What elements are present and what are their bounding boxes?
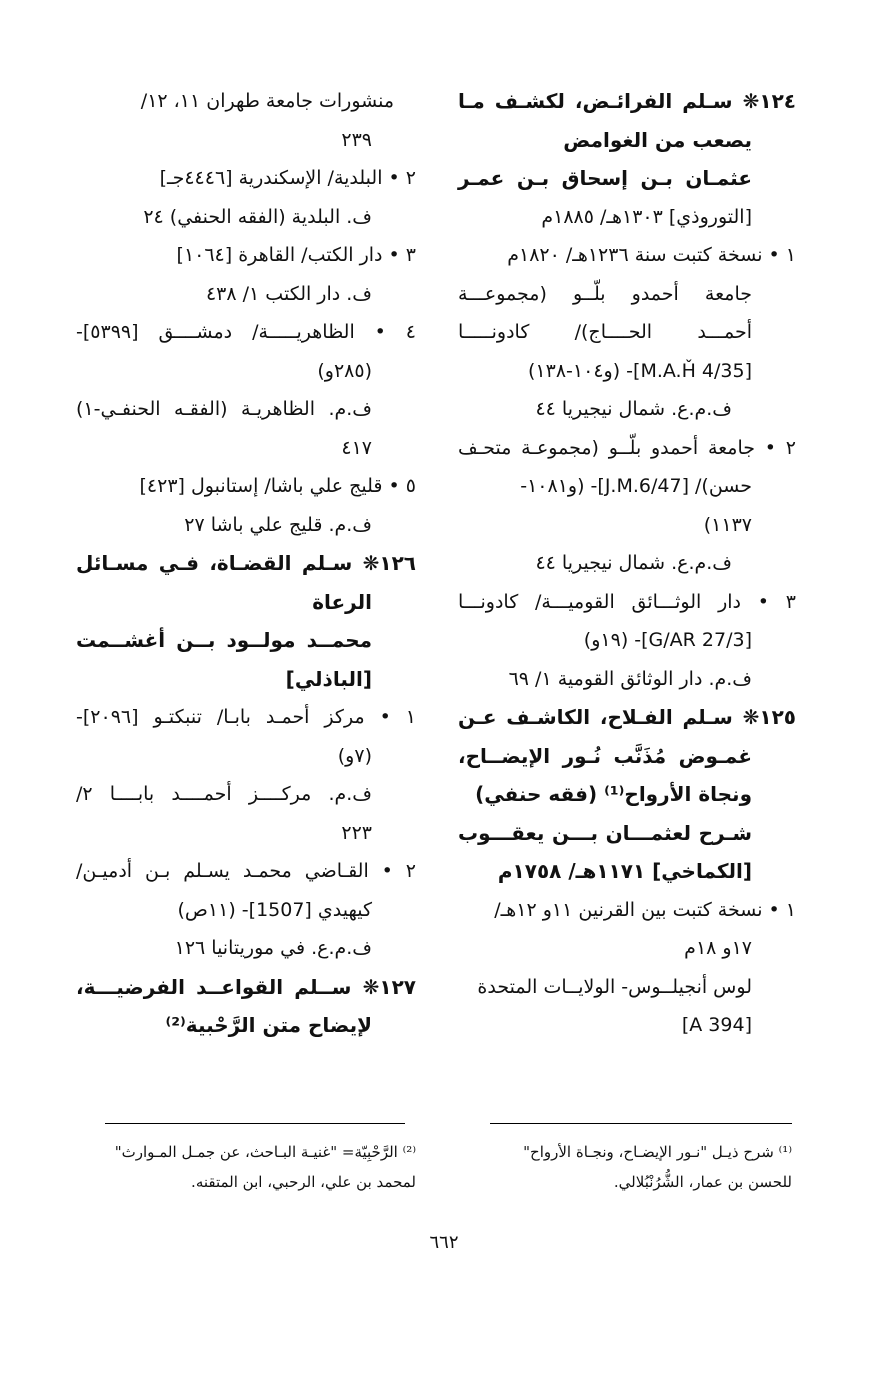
text-line: [A 394] — [681, 1014, 752, 1036]
text-line: ف.م.ع. شمال نيجيريا ٤٤ — [535, 552, 732, 574]
text-line: ٢ • البلدية/ الإسكندرية [٤٤٤٦جـ] — [159, 167, 416, 189]
footnote-rule-right — [490, 1123, 792, 1124]
page-number: ٦٦٢ — [429, 1232, 459, 1253]
text-line: غمـوض مُذَنَّب نُـور الإيضــاح، — [458, 743, 752, 768]
text-line: ٢ • جامعة أحمدو بلّــو (مجموعـة متحـف — [458, 436, 796, 459]
text-line: ٣ • دار الوثـــائق القوميـــة/ كادونـــا — [458, 590, 796, 613]
text-line: لإيضاح متن الرَّحْبية⁽²⁾ — [165, 1013, 372, 1037]
text-line: ٢ • القـاضي محمـد يسـلم بـن أدميـن/ — [76, 860, 416, 882]
left-column — [76, 82, 416, 1045]
text-line: ف. البلدية (الفقه الحنفي) ٢٤ — [143, 205, 372, 228]
text-line: ١٢٦❋ سـلم القضـاة، فـي مسـائل — [76, 551, 416, 575]
text-line: ١١٣٧) — [703, 513, 752, 536]
right-column — [458, 82, 796, 1045]
text-line: ٢٢٣ — [341, 821, 372, 844]
text-line: (٢٨٥و) — [317, 359, 372, 382]
footnote-left — [76, 1137, 416, 1197]
text-line: (٧و) — [337, 744, 372, 767]
text-line: منشورات جامعة طهران ١١، ١٢/ — [140, 90, 394, 112]
text-line: ونجاة الأرواح⁽¹⁾ (فقه حنفي) — [475, 782, 752, 806]
text-line: [M.A.Ȟ 4/35]- (و١٠٤-١٣٨) — [528, 359, 752, 382]
text-line: أحمـــد الحــــاج)/ كادونـــــا — [458, 321, 752, 343]
text-line: محمــد مولــود بــن أغشــمت — [76, 628, 372, 652]
text-line: ف.م. مركــــز أحمــــد بابــــا ٢/ — [76, 783, 372, 805]
text-line: ١ • نسخة كتبت بين القرنين ١١و ١٢هـ/ — [494, 898, 796, 921]
text-line: ١٧و ١٨م — [684, 937, 752, 959]
footnote-line: لمحمد بن علي، الرحبي، ابن المتقنه. — [191, 1173, 416, 1191]
text-line: حسن)/ [J.M.6/47]- (و١٠٨١- — [520, 475, 752, 497]
text-line: ٥ • قليج علي باشا/ إستانبول [٤٢٣] — [139, 475, 416, 497]
text-line: ف.م. الظاهريـة (الفقـه الحنفـي-١) — [76, 398, 372, 420]
text-line: ١ • نسخة كتبت سنة ١٢٣٦هـ/ ١٨٢٠م — [507, 244, 796, 266]
text-line: [الكماخي] ١١٧١هـ/ ١٧٥٨م — [497, 859, 752, 883]
text-line: لوس أنجيلــوس- الولايــات المتحدة — [477, 975, 752, 998]
text-line: ٣ • دار الكتب/ القاهرة [١٠٦٤] — [176, 244, 416, 266]
text-line: عثمـان بـن إسحاق بـن عمـر — [458, 166, 752, 190]
text-line: ٢٣٩ — [341, 128, 372, 151]
text-line: ١٢٤❋ سـلم الفرائـض، لكشـف مـا — [458, 89, 796, 113]
text-line: ف. دار الكتب ١/ ٤٣٨ — [205, 282, 372, 305]
text-line: ٤١٧ — [341, 436, 372, 459]
footnote-right — [450, 1137, 792, 1197]
text-line: ٤ • الظاهريـــــة/ دمشــــق [٥٣٩٩]- — [76, 321, 416, 343]
text-line: ف.م. دار الوثائق القومية ١/ ٦٩ — [508, 667, 752, 690]
footnote-line: ⁽¹⁾ شرح ذيـل "نـور الإيضـاح، ونجـاة الأرواح" — [523, 1143, 792, 1161]
text-line: [التوروذي] ١٣٠٣هـ/ ١٨٨٥م — [541, 205, 752, 228]
text-line: يصعب من الغوامض — [563, 127, 752, 152]
text-line: [الباذلي] — [285, 666, 372, 691]
text-line: ١ • مركز أحمـد بابـا/ تنبكتـو [٢٠٩٦]- — [76, 706, 416, 728]
text-line: [G/AR 27/3]- (١٩و) — [583, 629, 752, 651]
text-line: ف.م. قليج علي باشا ٢٧ — [184, 513, 372, 536]
text-line: شـرح لعثمـــان بـــن يعقـــوب — [458, 820, 752, 845]
footnote-rule-left — [105, 1123, 405, 1124]
text-line: كيهيدي [1507]- (١١ص) — [177, 898, 372, 921]
footnote-line: للحسن بن عمار، الشُّرُنْبُلالي. — [613, 1173, 792, 1191]
text-line: الرعاة — [312, 589, 372, 614]
text-line: ١٢٥❋ سـلم الفـلاح، الكاشـف عـن — [458, 705, 796, 729]
footnote-line: ⁽²⁾ الرَّحْبِيّة= "غنيـة البـاحث، عن جمـل المـوارث" — [114, 1143, 416, 1161]
text-line: جامعة أحمدو بلّــو (مجموعـــة — [458, 282, 752, 305]
text-line: ف.م.ع. في موريتانيا ١٢٦ — [174, 937, 372, 959]
text-line: ف.م.ع. شمال نيجيريا ٤٤ — [535, 398, 732, 420]
text-line: ١٢٧❋ ســلم القواعــد الفرضيـــة، — [76, 974, 416, 999]
